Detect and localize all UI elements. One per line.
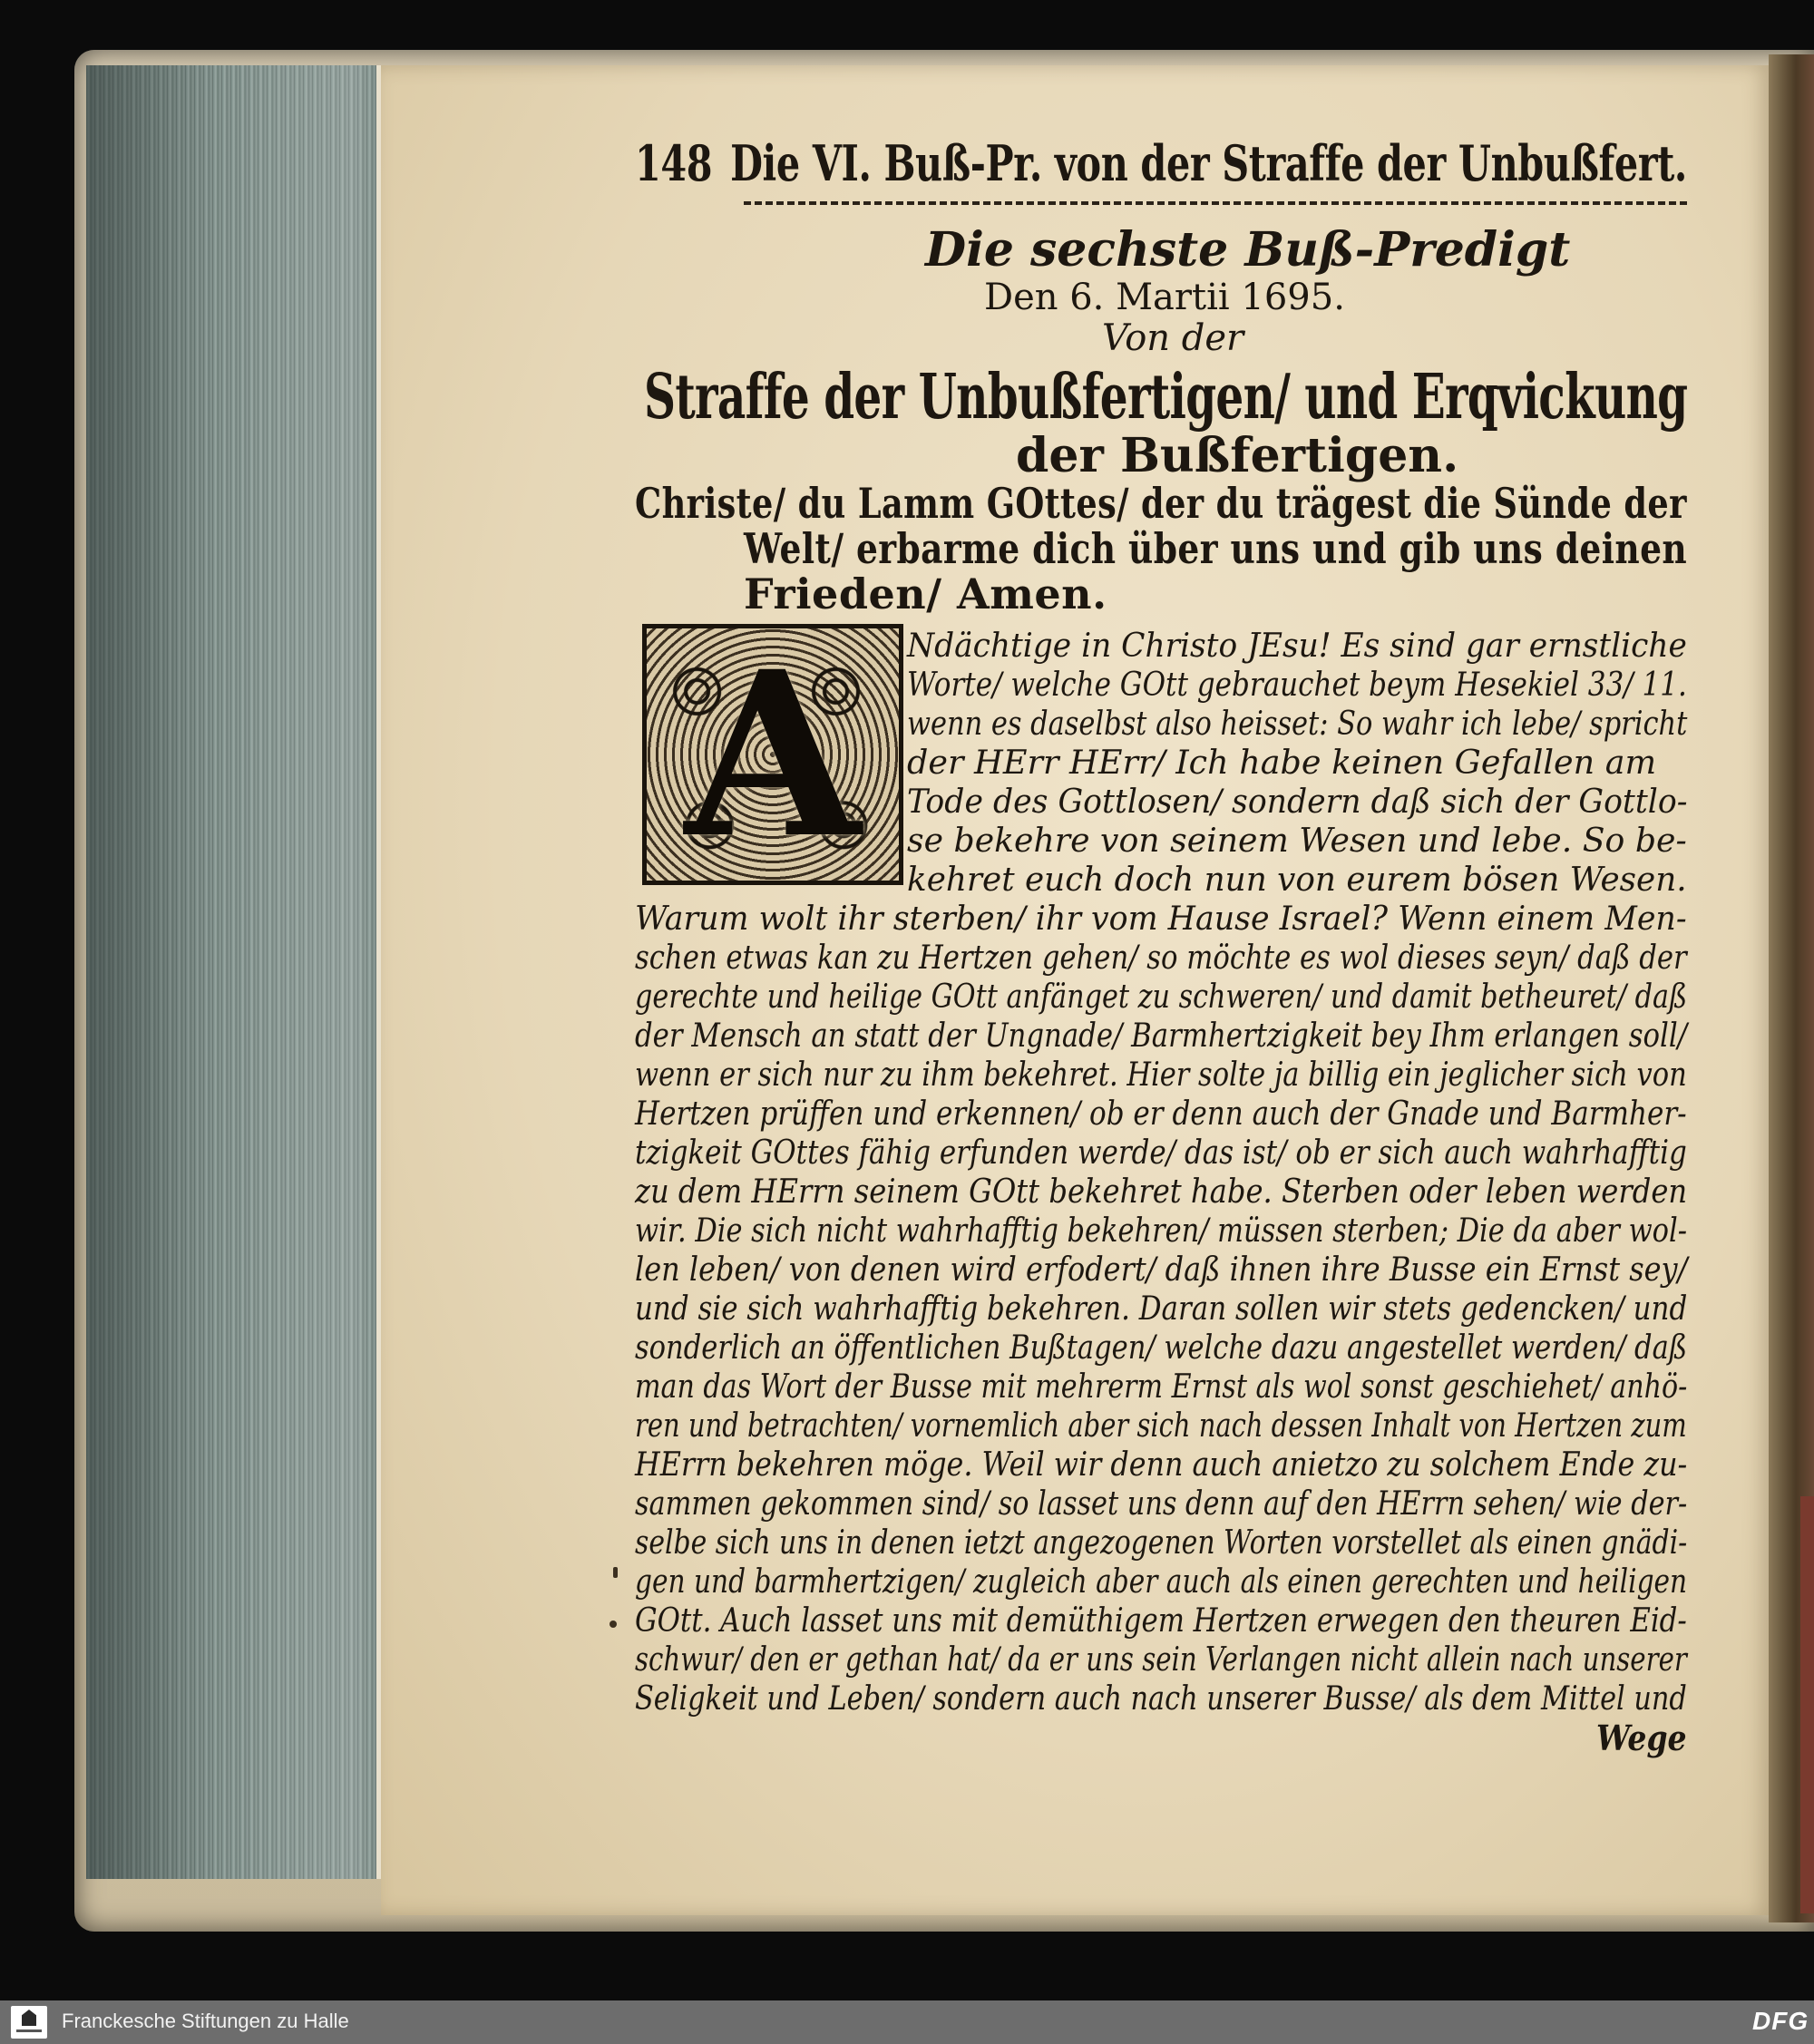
body-line: der HErr HErr/ Ich habe keinen Gefallen am [907, 743, 1657, 782]
body-line: Seligkeit und Leben/ sondern auch nach unserer Busse/ als dem Mittel und [635, 1679, 1687, 1718]
body-line: Tode des Gottlosen/ sondern daß sich der Gottlo- [907, 782, 1688, 821]
body-line: Worte/ welche GOtt gebrauchet beym Hesekiel 33/ 11. [907, 665, 1687, 704]
body-line: GOtt. Auch lasset uns mit demüthigem Hertzen erwegen den theuren Eid- [635, 1601, 1687, 1640]
decorated-initial-letter: A [685, 621, 861, 888]
page-number: 148 [635, 134, 713, 192]
body-line: selbe sich uns in denen ietzt angezogenen Worten vorstellet als einen gnädi- [635, 1523, 1688, 1562]
body-line: gerechte und heilige GOtt anfänget zu schweren/ und damit betheuret/ daß [635, 977, 1688, 1016]
body-line: gen und barmhertzigen/ zugleich aber auch als einen gerechten und heiligen [635, 1562, 1688, 1601]
main-title-line-2: der Bußfertigen. [1016, 428, 1459, 483]
body-line: und sie sich wahrhafftig bekehren. Daran sollen wir stets gedencken/ und [635, 1289, 1688, 1328]
running-header [635, 134, 1687, 192]
body-line: schen etwas kan zu Hertzen gehen/ so möchte es wol dieses seyn/ daß der [635, 938, 1687, 977]
body-line: Hertzen prüffen und erkennen/ ob er denn auch der Gnade und Barmher- [635, 1094, 1687, 1133]
sermon-date: Den 6. Martii 1695. [984, 277, 1345, 318]
page-edges-shading [86, 65, 376, 1879]
institution-name: Franckesche Stiftungen zu Halle [62, 2010, 349, 2032]
body-line: se bekehre von seinem Wesen und lebe. So be- [907, 821, 1687, 860]
header-rule [744, 201, 1687, 205]
sermon-title: Die sechste Buß-Predigt [925, 222, 1571, 277]
body-line: wenn es daselbst also heisset: So wahr ich lebe/ spricht [907, 704, 1688, 743]
binding-edge [1800, 1496, 1814, 1913]
institution-logo-icon [11, 2006, 47, 2039]
margin-ink-mark [610, 1621, 617, 1628]
body-line: wir. Die sich nicht wahrhafftig bekehren/ müssen sterben; Die da aber wol- [635, 1211, 1688, 1250]
body-line: schwur/ den er gethan hat/ da er uns sein Verlangen nicht allein nach unserer [635, 1640, 1687, 1679]
prayer-line: Frieden/ Amen. [744, 569, 1107, 618]
body-line: HErrn bekehren möge. Weil wir denn auch anietzo zu solchem Ende zu- [635, 1445, 1688, 1484]
margin-ink-mark [613, 1567, 618, 1578]
body-line: zu dem HErrn seinem GOtt bekehret habe. Sterben oder leben werden [635, 1172, 1688, 1211]
body-line: wenn er sich nur zu ihm bekehret. Hier solte ja billig ein jeglicher sich von [635, 1055, 1687, 1094]
running-title: Die VI. Buß-Pr. von der Straffe der Unbußfert. [730, 134, 1687, 192]
body-line: sonderlich an öffentlichen Bußtagen/ welche dazu angestellet werden/ daß [635, 1328, 1688, 1367]
decorated-initial [642, 621, 903, 888]
catchword: Wege [1596, 1718, 1687, 1758]
body-line: man das Wort der Busse mit mehrerm Ernst als wol sonst geschiehet/ anhö- [635, 1367, 1688, 1406]
body-line: Ndächtige in Christo JEsu! Es sind gar ernstliche [907, 626, 1687, 665]
body-line: Warum wolt ihr sterben/ ihr vom Hause Israel? Wenn einem Men- [635, 899, 1687, 938]
body-line: der Mensch an statt der Ungnade/ Barmhertzigkeit bey Ihm erlangen soll/ [635, 1016, 1688, 1055]
footer-bar [0, 2000, 1814, 2044]
body-line: tzigkeit GOttes fähig erfunden werde/ das ist/ ob er sich auch wahrhafftig [635, 1133, 1687, 1172]
prayer-line: Christe/ du Lamm GOttes/ der du trägest die Sünde der [635, 479, 1687, 528]
main-title-line-1: Straffe der Unbußfertigen/ und Erqvickung [644, 361, 1688, 433]
body-line: sammen gekommen sind/ so lasset uns denn auf den HErrn sehen/ wie der- [635, 1484, 1688, 1523]
body-line: kehret euch doch nun von eurem bösen Wesen. [907, 860, 1687, 899]
body-line: ren und betrachten/ vornemlich aber sich nach dessen Inhalt von Hertzen zum [635, 1406, 1687, 1445]
prayer-line: Welt/ erbarme dich über uns und gib uns deinen [744, 524, 1688, 573]
dfg-logo: DFG [1752, 2007, 1809, 2035]
body-line: len leben/ von denen wird erfodert/ daß ihnen ihre Busse ein Ernst sey/ [635, 1250, 1688, 1289]
sermon-von: Von der [1102, 317, 1244, 359]
